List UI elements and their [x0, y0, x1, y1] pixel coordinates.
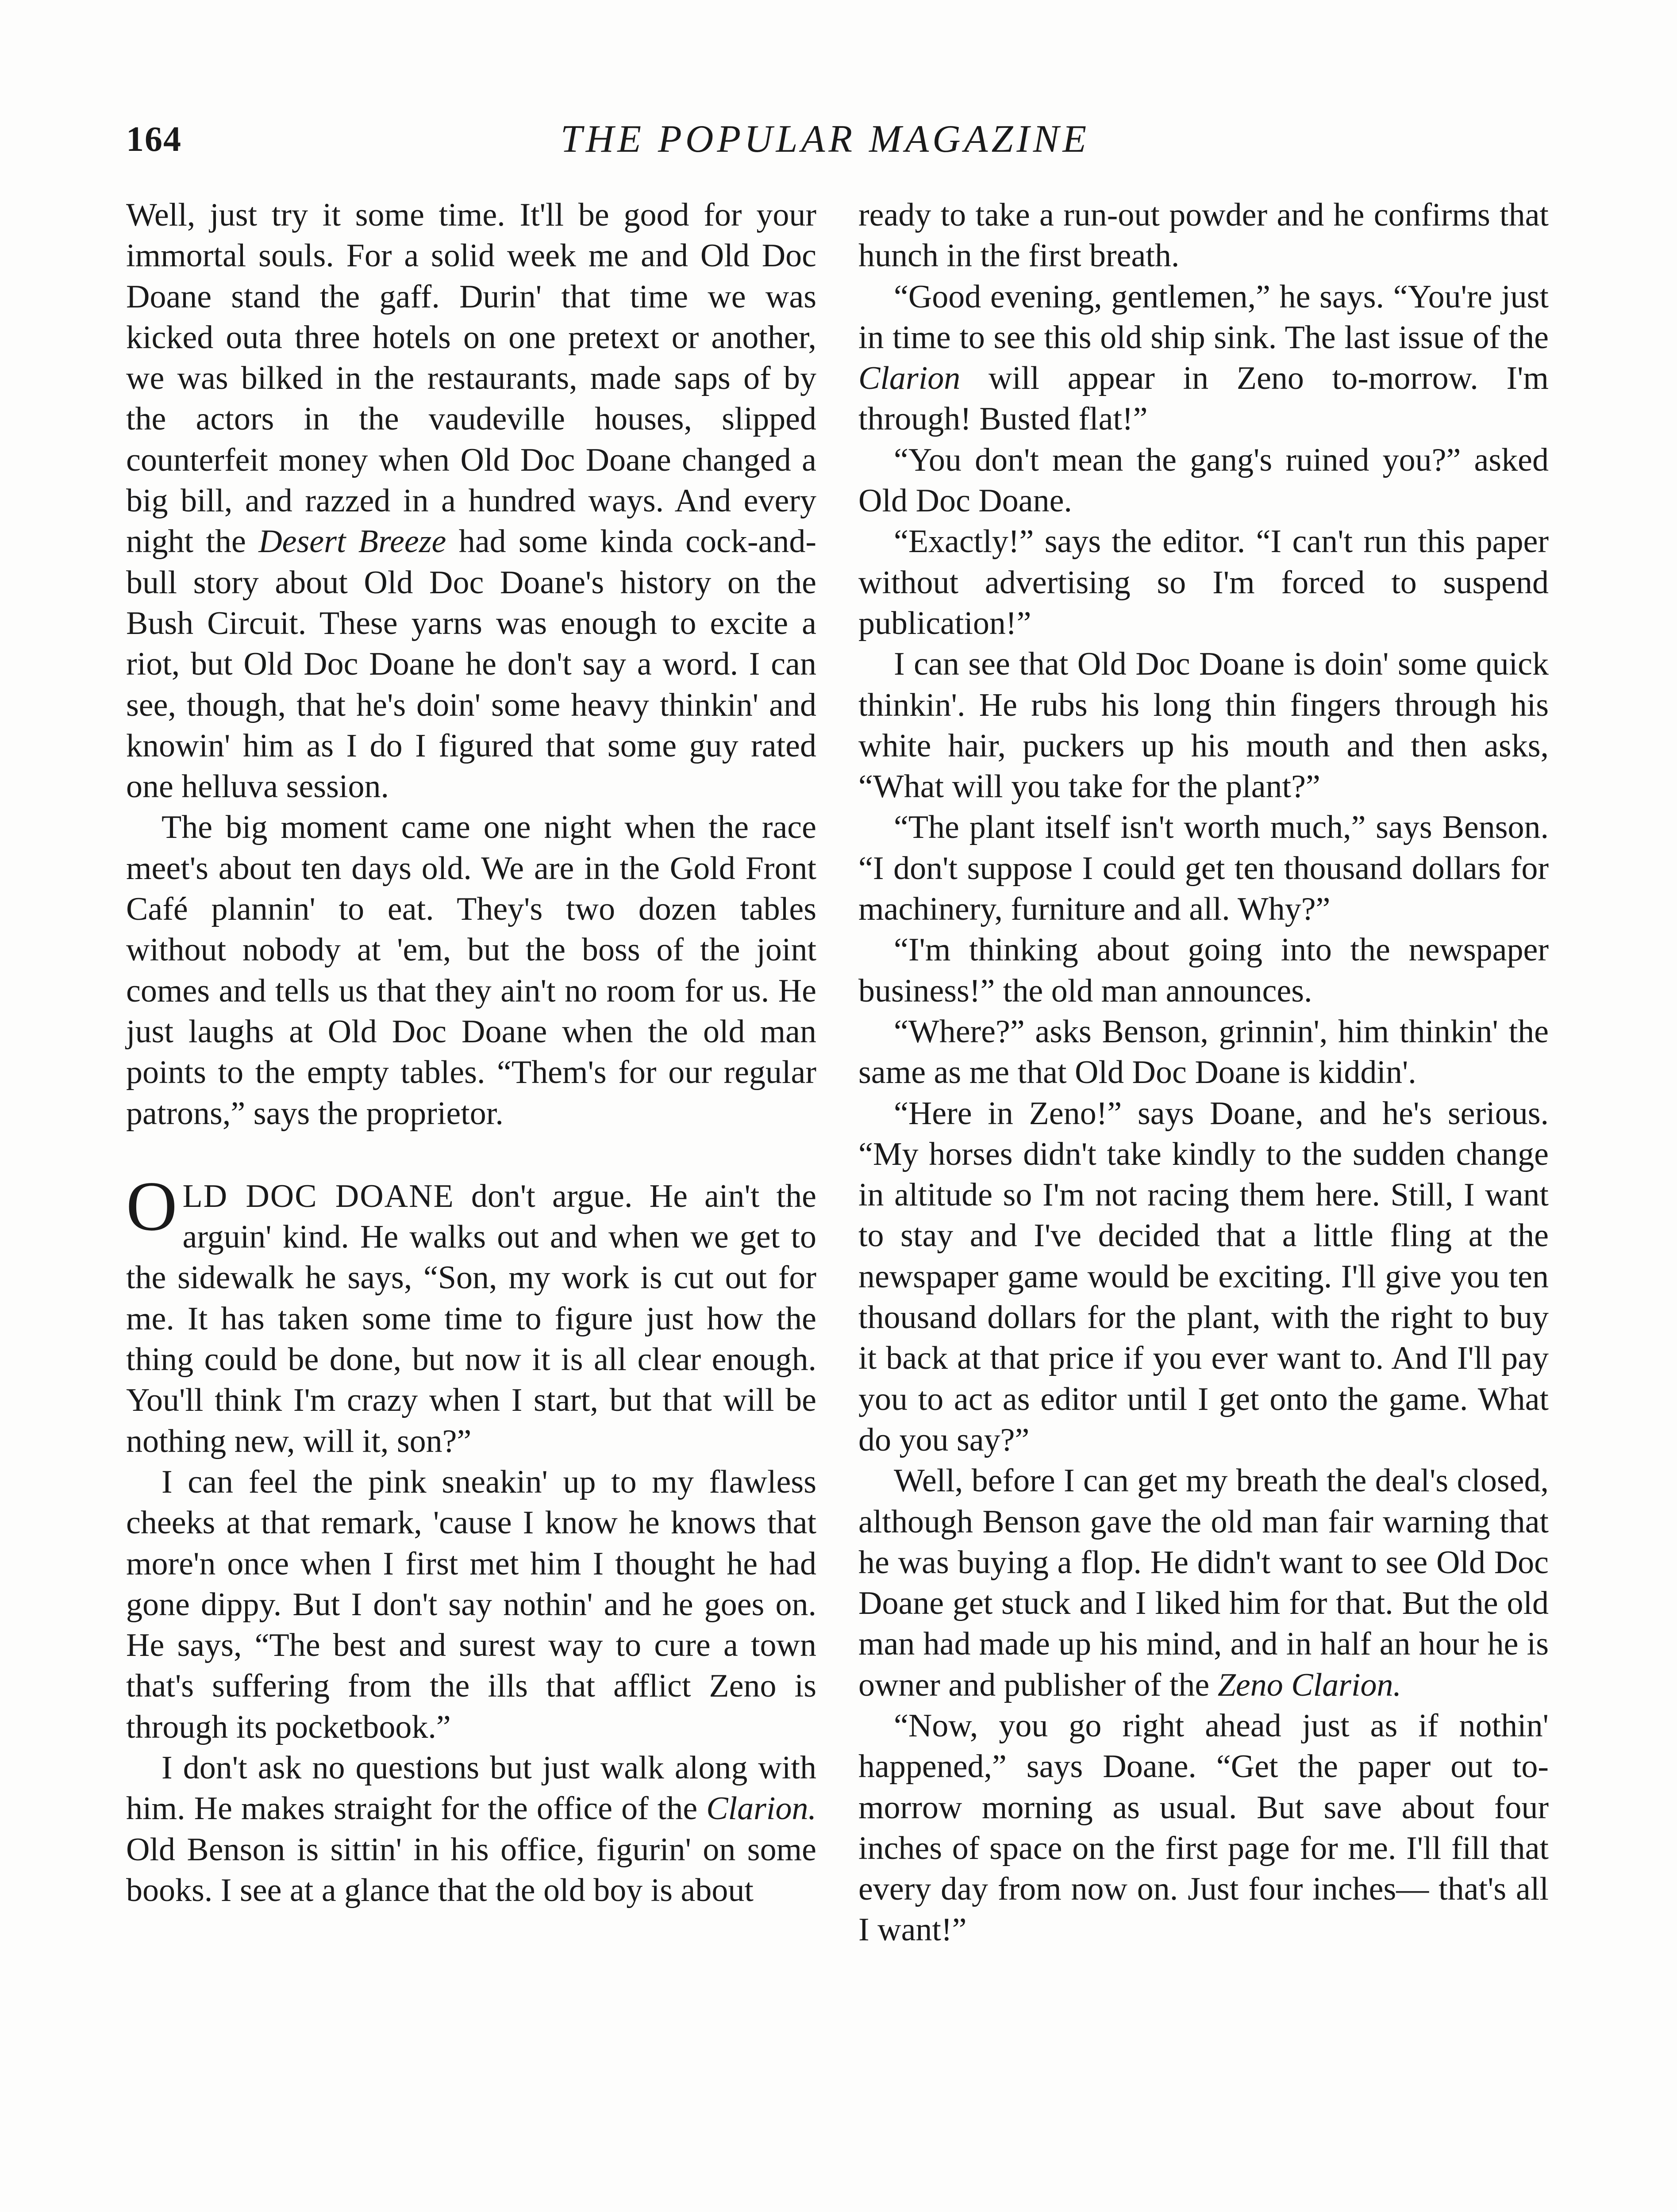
- paragraph: Well, before I can get my breath the deal's closed, although Benson gave the old man fair warning that he was buying a flop. He didn't want to see Old Doc Doane get stuck and I liked him for that. But the old man had made up his mind, and in half an hour he is owner and publisher of the Zeno Clarion.: [858, 1463, 1549, 1703]
- paragraph: “Now, you go right ahead just as if nothin' happened,” says Doane. “Get the paper out to-morrow morning as usual. But save about four inches of space on the first page for me. I'll fill that every day from now on. Just four inches— that's all I want!”: [858, 1707, 1549, 1948]
- paragraph: “I'm thinking about going into the newspaper business!” the old man announces.: [858, 932, 1549, 1009]
- running-head: [126, 115, 1524, 164]
- paragraph: “You don't mean the gang's ruined you?” asked Old Doc Doane.: [858, 442, 1549, 519]
- paragraph: I don't ask no questions but just walk along with him. He makes straight for the office of the Clarion. Old Benson is sittin' in his office, figurin' on some books. I see at a glance that the old boy is about: [126, 1749, 816, 1909]
- section-start-paragraph: OLD DOC DOANE don't argue. He ain't the arguin' kind. He walks out and when we get to the sidewalk he says, “Son, my work is cut out for me. It has taken some time to figure just how the thing could be done, but now it is all clear enough. You'll think I'm crazy when I start, but that will be nothing new, will it, son?”: [126, 1166, 816, 1459]
- paragraph: “Where?” asks Benson, grinnin', him thinkin' the same as me that Old Doc Doane is kiddin'.: [858, 1013, 1549, 1091]
- left-column: [126, 195, 816, 1911]
- paragraph: Well, just try it some time. It'll be good for your immortal souls. For a solid week me and Old Doc Doane stand the gaff. Durin' that time we was kicked outa three hotels on one pretext or another, we was bilked in the restaurants, made saps of by the actors in the vaudeville houses, slipped counterfeit money when Old Doc Doane changed a big bill, and razzed in a hundred ways. And every night the Desert Breeze had some kinda cock-and-bull story about Old Doc Doane's history on the Bush Circuit. These yarns was enough to excite a riot, but Old Doc Doane he don't say a word. I can see, though, that he's doin' some heavy thinkin' and knowin' him as I do I figured that some guy rated one helluva session.: [126, 197, 816, 805]
- paragraph: “The plant itself isn't worth much,” says Benson. “I don't suppose I could get ten thousand dollars for machinery, furniture and all. Why?”: [858, 809, 1549, 928]
- paragraph: ready to take a run-out powder and he confirms that hunch in the first breath.: [858, 197, 1549, 274]
- paragraph: “Exactly!” says the editor. “I can't run this paper without advertising so I'm forced to suspend publication!”: [858, 523, 1549, 641]
- drop-cap: O: [126, 1166, 177, 1245]
- page-number: 164: [126, 120, 182, 159]
- paragraph: The big moment came one night when the race meet's about ten days old. We are in the Gold Front Café plannin' to eat. They's two dozen tables without nobody at 'em, but the boss of the joint comes and tells us that they ain't no room for us. He just laughs at Old Doc Doane when the old man points to the empty tables. “Them's for our regular patrons,” says the proprietor.: [126, 809, 816, 1132]
- paragraph: I can feel the pink sneakin' up to my flawless cheeks at that remark, 'cause I know he knows that more'n once when I first met him I thought he had gone dippy. But I don't say nothin' and he goes on. He says, “The best and surest way to cure a town that's suffering from the ills that afflict Zeno is through its pocketbook.”: [126, 1463, 816, 1745]
- magazine-title: THE POPULAR MAGAZINE: [560, 118, 1090, 161]
- small-caps-lead: LD DOC DOANE: [182, 1178, 454, 1214]
- paragraph: “Good evening, gentlemen,” he says. “You're just in time to see this old ship sink. The last issue of the Clarion will appear in Zeno to-morrow. I'm through! Busted flat!”: [858, 278, 1549, 438]
- paragraph: I can see that Old Doc Doane is doin' some quick thinkin'. He rubs his long thin fingers through his white hair, puckers up his mouth and then asks, “What will you take for the plant?”: [858, 646, 1549, 805]
- right-column: [858, 195, 1549, 1951]
- paragraph: “Here in Zeno!” says Doane, and he's serious. “My horses didn't take kindly to the sudden change in altitude so I'm not racing them here. Still, I want to stay and I've decided that a little fling at the newspaper game would be exciting. I'll give you ten thousand dollars for the plant, with the right to buy it back at that price if you ever want to. And I'll pay you to act as editor until I get onto the game. What do you say?”: [858, 1095, 1549, 1458]
